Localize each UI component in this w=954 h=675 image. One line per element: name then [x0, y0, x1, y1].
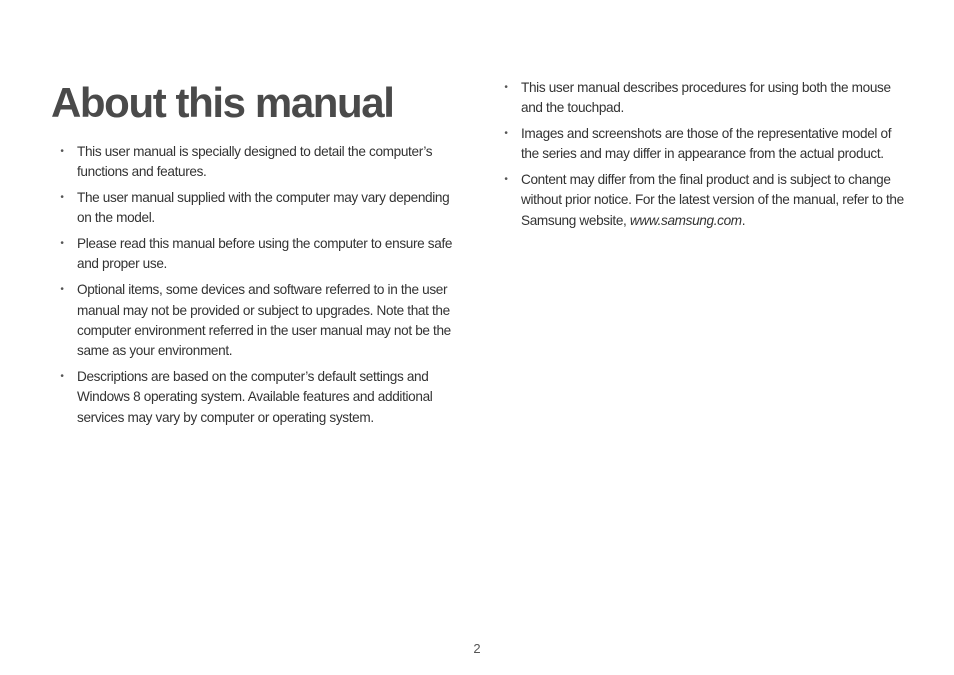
list-item-text: Images and screenshots are those of the representative model of the series and may differ in appearance from the actual product. [521, 126, 892, 162]
list-item [58, 142, 458, 183]
list-item-text: Please read this manual before using the computer to ensure safe and proper use. [77, 236, 453, 272]
list-item [502, 170, 907, 231]
list-item-text: Descriptions are based on the computer’s default settings and Windows 8 operating system. Available features and additional services may vary by computer or operating system. [77, 368, 433, 425]
page-number: 2 [473, 641, 481, 656]
bullet-icon: • [504, 82, 508, 93]
bullet-icon: • [60, 370, 64, 382]
list-item [58, 280, 458, 361]
left-bullet-list [58, 142, 458, 433]
list-item [58, 367, 458, 428]
list-item [502, 124, 907, 165]
list-item-text: Content may differ from the final product and is subject to change without prior notice. For the latest version of the manual, refer to the Samsung website, [521, 172, 904, 228]
list-item [502, 78, 907, 119]
samsung-website-link[interactable]: www.samsung.com [629, 212, 742, 228]
bullet-icon: • [60, 284, 64, 296]
right-bullet-list [502, 78, 907, 237]
list-item-text: Optional items, some devices and software referred to in the user manual may not be provided or subject to upgrades. Note that the computer environment referred in the user manual may not be the same as your environment. [77, 282, 451, 359]
list-item-text: The user manual supplied with the computer may vary depending on the model. [77, 190, 450, 226]
bullet-icon: • [60, 146, 64, 157]
list-item-text: This user manual is specially designed to detail the computer’s functions and features. [77, 144, 433, 180]
list-item-text: This user manual describes procedures for using both the mouse and the touchpad. [521, 80, 891, 116]
link-suffix: . [741, 212, 746, 228]
list-item [58, 188, 458, 229]
page-title: About this manual [51, 79, 394, 126]
list-item [58, 234, 458, 275]
bullet-icon: • [60, 238, 64, 250]
bullet-icon: • [504, 128, 508, 140]
bullet-icon: • [60, 192, 64, 204]
bullet-icon: • [504, 174, 508, 186]
